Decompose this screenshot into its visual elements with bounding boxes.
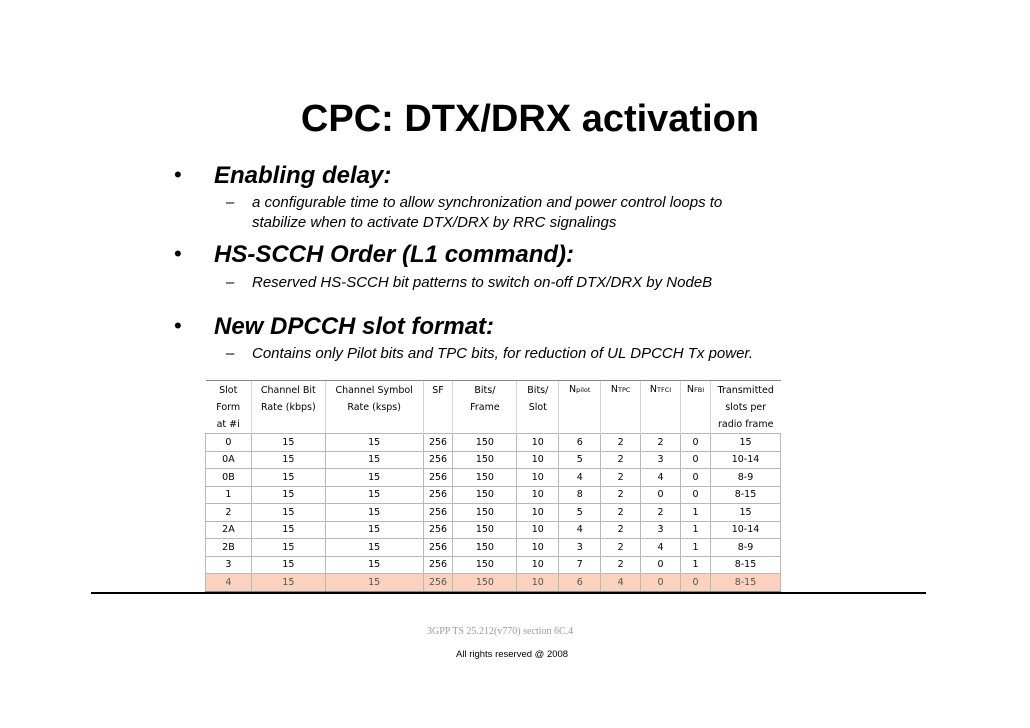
table-cell: 0	[641, 574, 681, 592]
table-cell: 2	[601, 451, 641, 469]
table-cell: 8-15	[710, 486, 780, 504]
table-cell: 10	[517, 486, 559, 504]
table-cell: 2	[641, 434, 681, 452]
sub-point-text: stabilize when to activate DTX/DRX by RRC signalings	[252, 214, 617, 231]
table-cell: 8-9	[710, 539, 780, 557]
table-cell: 15	[251, 469, 325, 487]
table-cell: 15	[251, 451, 325, 469]
table-cell: 2	[601, 486, 641, 504]
header-cell	[559, 399, 601, 416]
table-cell: 10	[517, 521, 559, 539]
table-cell: 4	[559, 521, 601, 539]
table-cell: 15	[325, 504, 423, 522]
header-cell	[453, 416, 517, 434]
table-cell: 3	[206, 556, 252, 574]
table-cell: 0	[681, 574, 711, 592]
table-cell: 2	[601, 434, 641, 452]
table-cell: 15	[325, 451, 423, 469]
table-cell: 0	[641, 486, 681, 504]
table-cell: 10	[517, 574, 559, 592]
bullet-dot-icon: •	[174, 313, 182, 338]
table-row	[206, 556, 781, 574]
table-cell: 256	[423, 556, 453, 574]
table-cell: 8-9	[710, 469, 780, 487]
table-row	[206, 469, 781, 487]
table-cell: 4	[601, 574, 641, 592]
table-row	[206, 504, 781, 522]
table-cell: 15	[325, 486, 423, 504]
table-cell: 150	[453, 521, 517, 539]
header-cell	[641, 399, 681, 416]
header-cell-n-tfci	[641, 381, 681, 400]
table-cell: 1	[681, 556, 711, 574]
table-cell: 6	[559, 574, 601, 592]
table-row	[206, 521, 781, 539]
table-cell: 4	[559, 469, 601, 487]
header-cell-n-fbi	[681, 381, 711, 400]
table-cell: 0B	[206, 469, 252, 487]
table-cell: 15	[251, 521, 325, 539]
table-cell: 15	[251, 486, 325, 504]
table-cell: 8-15	[710, 574, 780, 592]
n-subscript: TPC	[617, 386, 631, 394]
table-cell: 10	[517, 556, 559, 574]
table-cell: 1	[681, 539, 711, 557]
sub-point-text: Reserved HS-SCCH bit patterns to switch on-off DTX/DRX by NodeB	[252, 274, 713, 291]
table-cell: 2A	[206, 521, 252, 539]
bullet-label: Enabling delay:	[214, 162, 392, 189]
table-cell: 5	[559, 451, 601, 469]
table-cell: 4	[206, 574, 252, 592]
table-cell: 256	[423, 469, 453, 487]
header-cell: Channel Bit	[251, 381, 325, 400]
table-cell: 15	[325, 574, 423, 592]
table-cell: 3	[641, 451, 681, 469]
table-cell: 0	[681, 451, 711, 469]
table-cell: 10	[517, 434, 559, 452]
bullet-dot-icon: •	[174, 162, 182, 187]
header-cell	[325, 416, 423, 434]
table-cell: 150	[453, 574, 517, 592]
header-cell	[681, 399, 711, 416]
table-cell: 15	[710, 434, 780, 452]
table-cell: 2	[601, 539, 641, 557]
table-cell: 15	[325, 539, 423, 557]
table-cell: 15	[325, 556, 423, 574]
header-cell	[559, 416, 601, 434]
table-cell: 256	[423, 486, 453, 504]
table-cell: 15	[325, 434, 423, 452]
table-cell: 10-14	[710, 521, 780, 539]
table-cell: 3	[641, 521, 681, 539]
table-cell: 15	[325, 521, 423, 539]
header-cell	[601, 399, 641, 416]
table-cell: 2	[601, 556, 641, 574]
header-cell	[423, 399, 453, 416]
n-symbol: N	[649, 384, 658, 395]
dash-icon: –	[226, 345, 235, 362]
table-cell: 7	[559, 556, 601, 574]
table-cell: 150	[453, 451, 517, 469]
table-cell: 150	[453, 556, 517, 574]
header-cell	[423, 416, 453, 434]
header-cell: at #i	[216, 419, 240, 430]
sub-point-text: Contains only Pilot bits and TPC bits, for reduction of UL DPCCH Tx power.	[252, 345, 754, 362]
header-cell	[641, 416, 681, 434]
table-cell: 10	[517, 504, 559, 522]
table-cell: 2	[206, 504, 252, 522]
header-cell	[681, 416, 711, 434]
table-cell: 15	[325, 469, 423, 487]
n-symbol: N	[686, 384, 694, 395]
header-cell: Slot	[206, 381, 252, 400]
dash-icon: –	[226, 274, 235, 291]
header-cell: Frame	[453, 399, 517, 416]
table-cell: 10	[517, 469, 559, 487]
table-cell: 150	[453, 539, 517, 557]
header-cell-n-pilot	[559, 381, 601, 400]
n-subscript: TFCI	[657, 386, 672, 394]
header-cell: radio frame	[710, 416, 780, 434]
table-cell: 15	[710, 504, 780, 522]
bullet-label: New DPCCH slot format:	[214, 313, 495, 340]
table-cell: 5	[559, 504, 601, 522]
header-cell: Bits/	[453, 381, 517, 400]
header-cell	[601, 416, 641, 434]
table-cell: 10	[517, 539, 559, 557]
spec-reference: 3GPP TS 25.212(v770) section 6C.4	[427, 626, 574, 637]
table-cell: 0	[681, 469, 711, 487]
table-cell: 150	[453, 434, 517, 452]
table-cell: 256	[423, 539, 453, 557]
table-cell: 0	[206, 434, 252, 452]
header-cell: Rate (kbps)	[251, 399, 325, 416]
header-cell: Slot	[517, 399, 559, 416]
table-cell: 256	[423, 451, 453, 469]
n-subscript: pilot	[576, 386, 591, 394]
table-row	[206, 539, 781, 557]
table-cell: 4	[641, 469, 681, 487]
bullet-label: HS-SCCH Order (L1 command):	[214, 241, 575, 268]
n-symbol: N	[610, 384, 618, 395]
header-cell	[517, 416, 559, 434]
table-cell: 2	[601, 521, 641, 539]
table-cell: 15	[251, 504, 325, 522]
footer-divider	[91, 592, 926, 594]
table-cell: 2B	[206, 539, 252, 557]
table-cell: 150	[453, 504, 517, 522]
table-cell: 2	[601, 469, 641, 487]
header-cell: slots per	[710, 399, 780, 416]
n-subscript: FBI	[694, 386, 705, 394]
table-cell: 1	[206, 486, 252, 504]
table-row	[206, 574, 781, 592]
slot-format-table	[205, 380, 781, 592]
header-cell: Rate (ksps)	[325, 399, 423, 416]
header-cell: Bits/	[517, 381, 559, 400]
header-cell	[251, 416, 325, 434]
header-cell: SF	[423, 381, 453, 400]
table-cell: 0	[681, 486, 711, 504]
table-cell: 8	[559, 486, 601, 504]
table-cell: 8-15	[710, 556, 780, 574]
table-cell: 6	[559, 434, 601, 452]
table-cell: 0A	[206, 451, 252, 469]
table-cell: 3	[559, 539, 601, 557]
header-cell: Transmitted	[710, 381, 780, 400]
sub-point-text: a configurable time to allow synchronization and power control loops to	[252, 194, 723, 211]
table-header-row	[206, 381, 781, 400]
table-cell: 2	[641, 504, 681, 522]
table-cell: 15	[251, 556, 325, 574]
bullet-dot-icon: •	[174, 241, 182, 266]
table-row	[206, 434, 781, 452]
header-cell: Channel Symbol	[325, 381, 423, 400]
header-cell-n-tpc	[601, 381, 641, 400]
copyright-notice: All rights reserved @ 2008	[456, 649, 569, 660]
table-cell: 15	[251, 574, 325, 592]
table-cell: 150	[453, 469, 517, 487]
table-cell: 1	[681, 521, 711, 539]
table-cell: 4	[641, 539, 681, 557]
table-row	[206, 486, 781, 504]
table-cell: 256	[423, 574, 453, 592]
n-symbol: N	[569, 384, 577, 395]
slide-title: CPC: DTX/DRX activation	[300, 98, 760, 140]
header-cell: Form	[216, 402, 241, 413]
table-cell: 0	[681, 434, 711, 452]
table-cell: 15	[251, 434, 325, 452]
table-cell: 15	[251, 539, 325, 557]
table-cell: 256	[423, 504, 453, 522]
table-body	[206, 434, 781, 592]
table-cell: 1	[681, 504, 711, 522]
table-header-row	[206, 399, 781, 416]
table-cell: 256	[423, 521, 453, 539]
table-cell: 10-14	[710, 451, 780, 469]
dash-icon: –	[226, 194, 235, 211]
table-row	[206, 451, 781, 469]
table-header-row	[206, 416, 781, 434]
table-cell: 2	[601, 504, 641, 522]
table-cell: 10	[517, 451, 559, 469]
table-cell: 150	[453, 486, 517, 504]
table-cell: 256	[423, 434, 453, 452]
table-cell: 0	[641, 556, 681, 574]
